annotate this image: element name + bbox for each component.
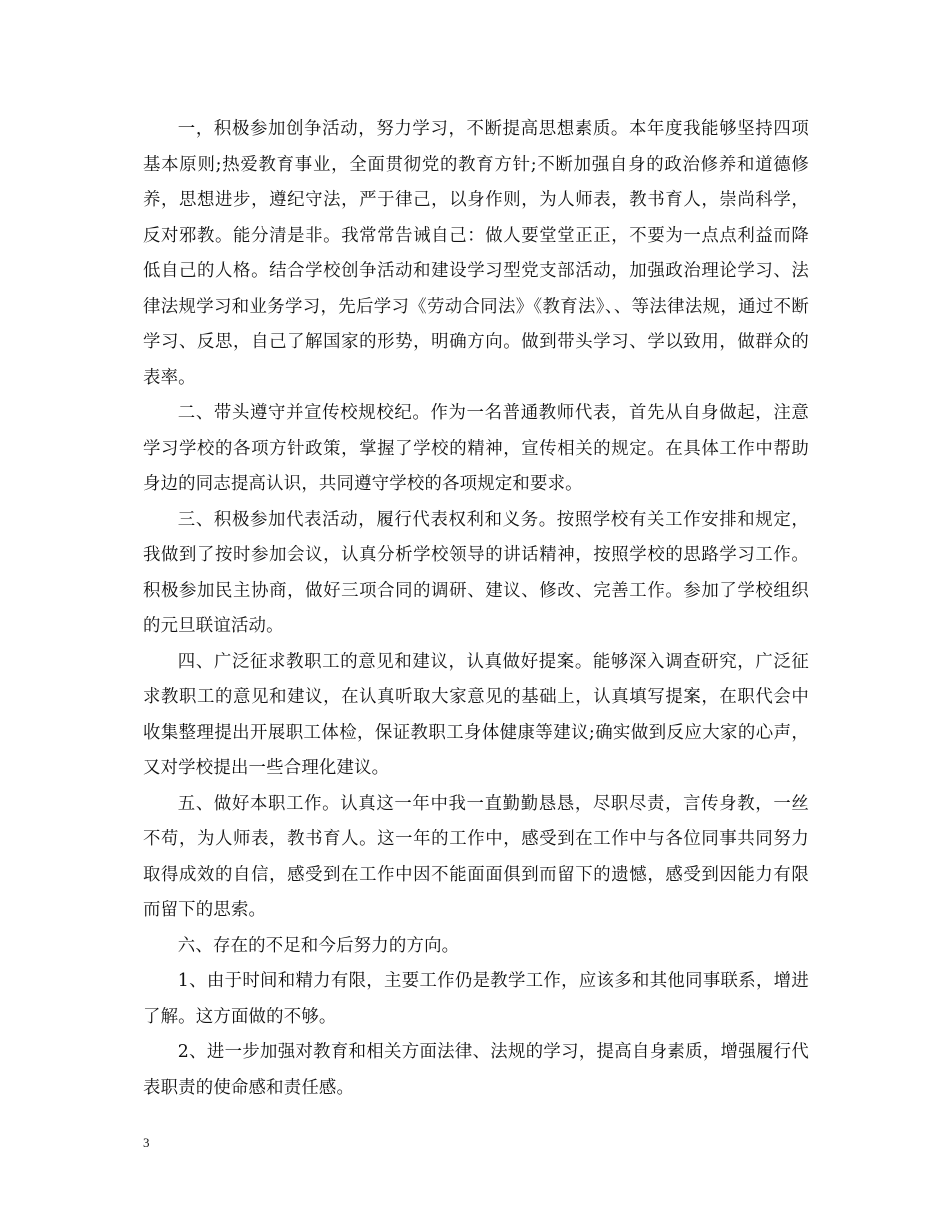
paragraph-4: 四、广泛征求教职工的意见和建议，认真做好提案。能够深入调查研究，广泛征求教职工的意见和建议，在认真听取大家意见的基础上，认真填写提案，在职代会中收集整理提出开展职工体检，保证教职工身体健康等建议;确实做到反应大家的心声，又对学校提出一些合理化建议。 [143,651,809,778]
paragraph-3: 三、积极参加代表活动，履行代表权利和义务。按照学校有关工作安排和规定，我做到了按时参加会议，认真分析学校领导的讲话精神，按照学校的思路学习工作。积极参加民主协商，做好三项合同的调研、建议、修改、完善工作。参加了学校组织的元旦联谊活动。 [143,509,809,636]
paragraph-5: 五、做好本职工作。认真这一年中我一直勤勤恳恳，尽职尽责，言传身教，一丝不苟，为人师表，教书育人。这一年的工作中，感受到在工作中与各位同事共同努力取得成效的自信，感受到在工作中因不能面面俱到而留下的遗憾，感受到因能力有限而留下的思索。 [143,793,809,920]
page-number: 3 [143,1135,150,1150]
document-body [143,112,809,1106]
paragraph-2: 二、带头遵守并宣传校规校纪。作为一名普通教师代表，首先从自身做起，注意学习学校的各项方针政策，掌握了学校的精神，宣传相关的规定。在具体工作中帮助身边的同志提高认识，共同遵守学校的各项规定和要求。 [143,403,809,494]
paragraph-6: 六、存在的不足和今后努力的方向。 [177,935,460,956]
paragraph-7: 1、由于时间和精力有限，主要工作仍是教学工作，应该多和其他同事联系，增进了解。这方面做的不够。 [143,971,809,1027]
paragraph-1: 一，积极参加创争活动，努力学习，不断提高思想素质。本年度我能够坚持四项基本原则;热爱教育事业，全面贯彻党的教育方针;不断加强自身的政治修养和道德修养，思想进步，遵纪守法，严于律己，以身作则，为人师表，教书育人，崇尚科学，反对邪教。能分清是非。我常常告诫自己：做人要堂堂正正，不要为一点点利益而降低自己的人格。结合学校创争活动和建设学习型党支部活动，加强政治理论学习、法律法规学习和业务学习，先后学习《劳动合同法》《教育法》、、等法律法规，通过不断学习、反思，自己了解国家的形势，明确方向。做到带头学习、学以致用，做群众的表率。 [143,119,809,388]
paragraph-8: 2、进一步加强对教育和相关方面法律、法规的学习，提高自身素质，增强履行代表职责的使命感和责任感。 [143,1042,809,1098]
